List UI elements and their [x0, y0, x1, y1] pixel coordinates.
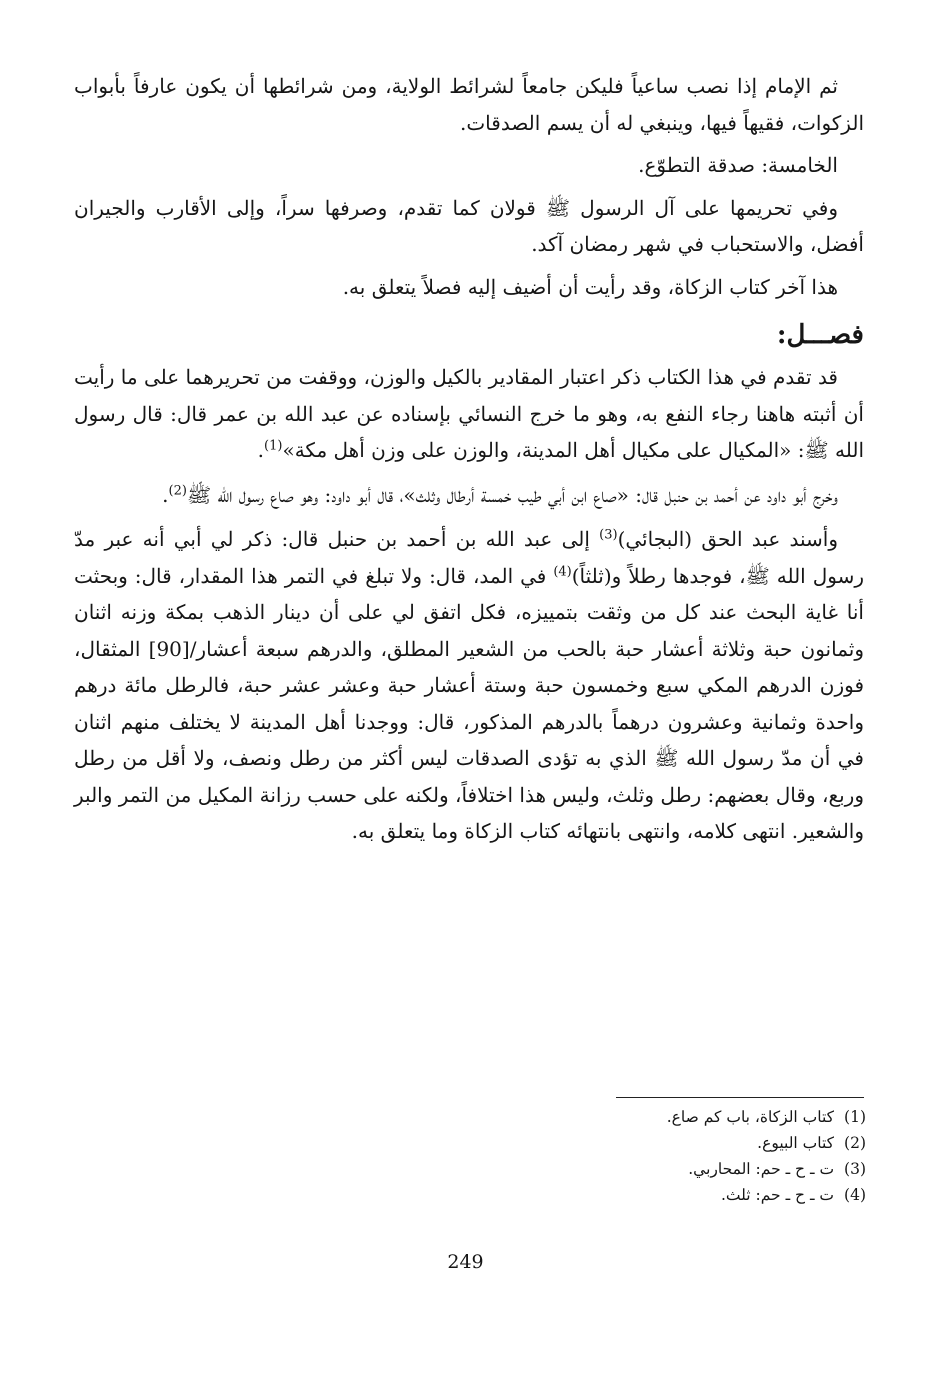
paragraph-measures-intro — [74, 359, 864, 469]
footnote-number: (1) — [844, 1108, 866, 1126]
footnotes — [500, 1104, 866, 1208]
footnote-2 — [500, 1130, 866, 1156]
footnote-text: ت ـ ح ـ حم: ثلث. — [721, 1186, 835, 1204]
footnote-ref-4: (4) — [553, 563, 572, 579]
paragraph-end: . — [162, 482, 169, 507]
section-heading: فصـــل: — [776, 320, 864, 350]
paragraph-text-b: إلى عبد الله بن أحمد بن حنبل قال: ذكر لي أبي أنه عبر مدّ رسول الله ﷺ، فوجدها رطلاً و(ثلثاً) — [74, 527, 864, 588]
paragraph-imam-collector: ثم الإمام إذا نصب ساعياً فليكن جامعاً لشرائط الولاية، ومن شرائطها أن يكون عارفاً بأبواب الزكوات، فقيهاً فيها، وينبغي له أن يسم الصدقات. — [74, 74, 864, 135]
page-number: 249 — [447, 1251, 484, 1273]
footnote-text: كتاب البيوع. — [757, 1134, 835, 1152]
footnote-ref-3: (3) — [599, 527, 618, 543]
footnote-4 — [500, 1182, 866, 1208]
paragraph-prohibition-prophet-family: وفي تحريمها على آل الرسول ﷺ قولان كما تقدم، وصرفها سراً، وإلى الأقارب والجيران أفضل، والاستحباب في شهر رمضان آكد. — [74, 195, 864, 256]
footnote-1 — [500, 1104, 866, 1130]
paragraph-text: وخرج أبو داود عن أحمد بن حنبل قال: «صاع ابن أبي طيب خمسة أرطال وثلث»، قال أبو داود: وهو صاع رسول الله ﷺ — [186, 482, 838, 507]
paragraph-end-of-zakat-book: هذا آخر كتاب الزكاة، وقد رأيت أن أضيف إليه فصلاً يتعلق به. — [342, 274, 838, 299]
footnote-ref-1: (1) — [264, 438, 283, 454]
paragraph-end: . — [257, 438, 265, 462]
footnote-text: كتاب الزكاة، باب كم صاع. — [666, 1108, 835, 1126]
footnote-number: (3) — [844, 1160, 866, 1178]
paragraph-text: قد تقدم في هذا الكتاب ذكر اعتبار المقادير بالكيل والوزن، ووقفت من تحريرهما على ما رأيت أن أثبته هاهنا رجاء النفع به، وهو ما خرج النسائي بإسناده عن عبد الله بن عمر قال: قال رسول الله ﷺ: «المكيال على مكيال أهل المدينة، والوزن على وزن أهل مكة» — [74, 365, 864, 462]
footnote-text: ت ـ ح ـ حم: المحاربي. — [688, 1160, 835, 1178]
footnote-ref-2: (2) — [168, 482, 187, 498]
footnote-number: (2) — [844, 1134, 866, 1152]
footnote-3 — [500, 1156, 866, 1182]
footnote-number: (4) — [844, 1186, 866, 1204]
paragraph-abd-al-haqq-narration — [74, 521, 864, 850]
footnote-separator — [616, 1097, 864, 1098]
paragraph-text-c: في المد، قال: ولا تبلغ في التمر هذا المقدار، قال: وبحثت أنا غاية البحث عند كل من وثقت بتمييزه، فكل اتفق لي على أن دينار الذهب بمكة وزنه اثنان وثمانون حبة وثلاثة أعشار حبة بالحب من الشعير المطلق، والدرهم سبعة أعشار/[90] المثقال، فوزن الدرهم المكي سبع وخمسون حبة وستة أعشار حبة وعشر عشر حبة، فالرطل مائة درهم واحدة وثمانية وعشرون درهماً بالدرهم المذكور، قال: ووجدنا أهل المدينة لا يختلف منهم اثنان في أن مدّ رسول الله ﷺ الذي به تؤدى الصدقات ليس أكثر من رطل ونصف، ولا أقل من رطل وربع، وقال بعضهم: رطل وثلث، وليس هذا اختلافاً، ولكنه على حسب رزانة المكيل من التمر والبر والشعير. انتهى كلامه، وانتهى بانتهائه كتاب الزكاة وما يتعلق به. — [74, 563, 865, 843]
main-text — [74, 68, 864, 858]
paragraph-fifth-voluntary-charity: الخامسة: صدقة التطوّع. — [638, 153, 838, 177]
paragraph-text-a: وأسند عبد الحق (البجائي) — [617, 527, 838, 551]
paragraph-abu-dawud-saa — [74, 477, 864, 514]
